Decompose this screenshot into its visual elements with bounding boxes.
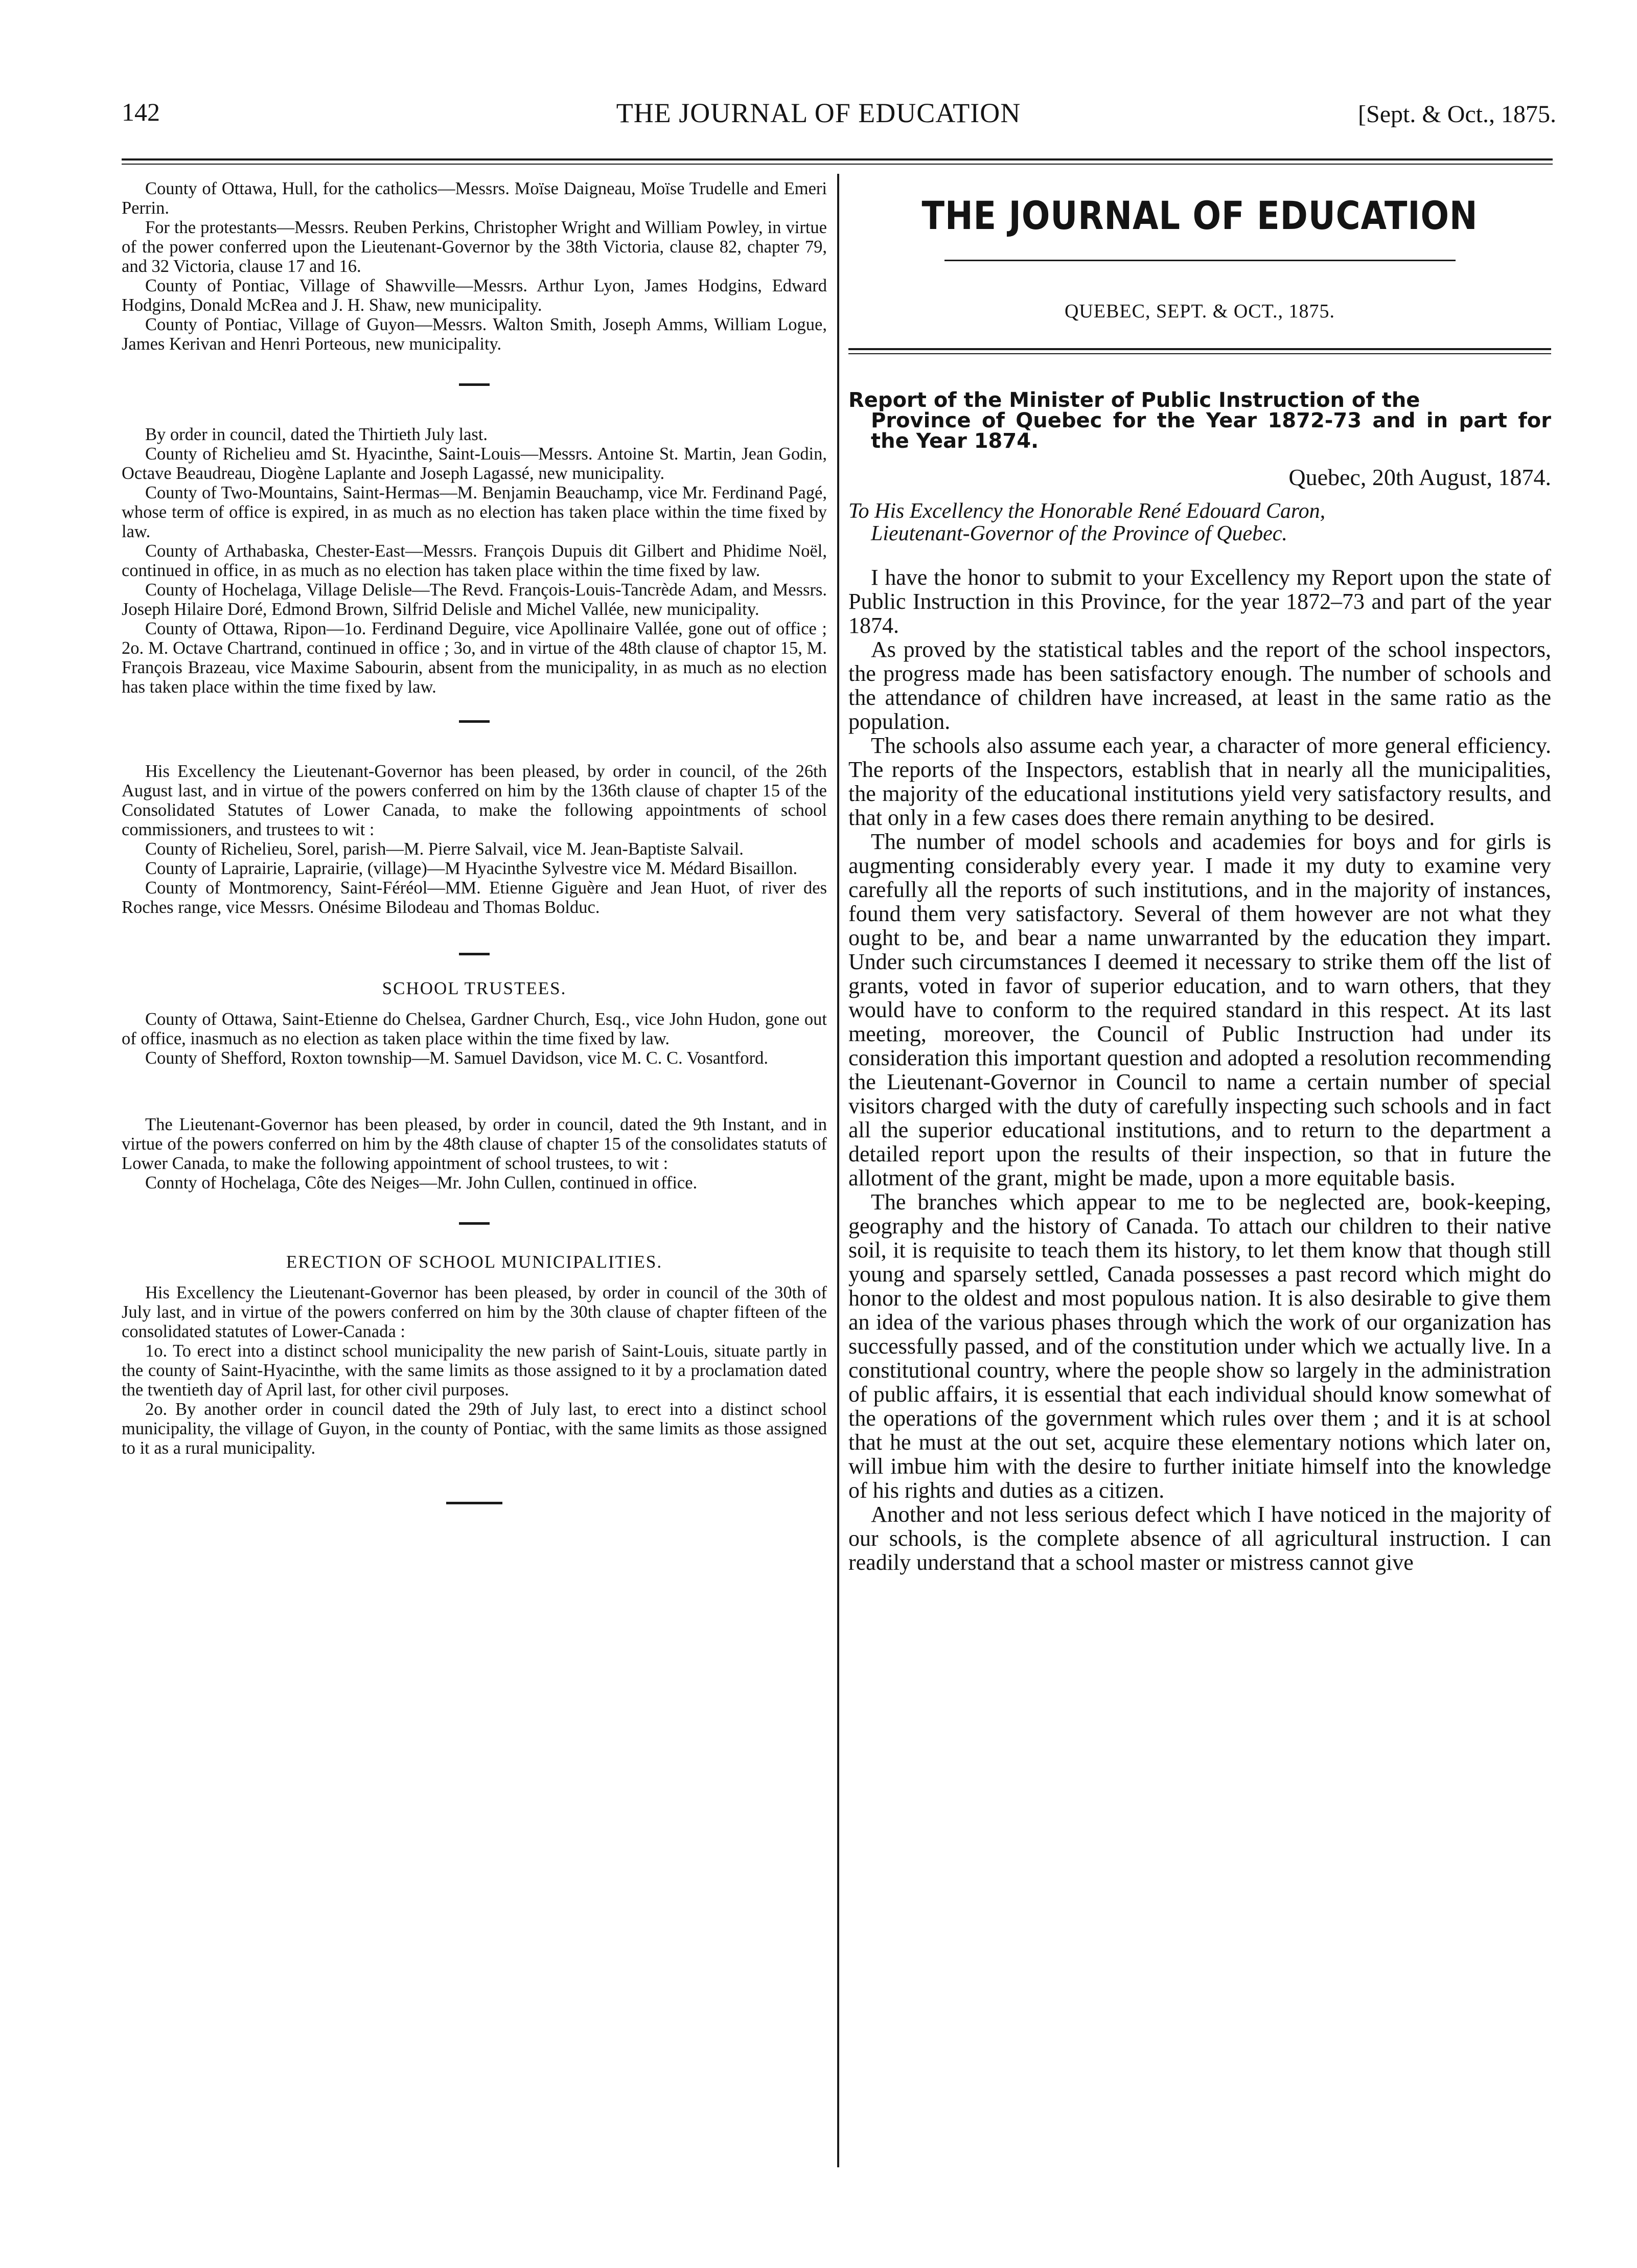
paragraph: County of Ottawa, Ripon—1o. Ferdinand Deguire, vice Apollinaire Vallée, gone out of office ; 2o. M. Octave Chartrand, continued in office ; 3o, and in virtue of the 48th clause of chaptor 15, M. François Brazeau, vice Maxime Sabourin, absent from the municipality, in as much as no election has taken place within the time fixed by law. xyxy=(122,619,827,697)
paragraph: 1o. To erect into a distinct school municipality the new parish of Saint-Louis, situate partly in the county of Saint-Hyacinthe, with the same limits as those assigned to it by a proclamation dated the twentieth day of April last, for other civil purposes. xyxy=(122,1341,827,1400)
paragraph: County of Richelieu, Sorel, parish—M. Pierre Salvail, vice M. Jean-Baptiste Salvail. xyxy=(145,839,744,859)
paragraph: County of Richelieu amd St. Hyacinthe, Saint-Louis—Messrs. Antoine St. Martin, Jean Godin, Octave Beaudreau, Diogène Laplante and Joseph Lagassé, new municipality. xyxy=(122,444,827,483)
masthead: THE JOURNAL OF EDUCATION xyxy=(921,193,1478,238)
dateline: QUEBEC, SEPT. & OCT., 1875. xyxy=(1064,301,1335,322)
appointments-block-3 xyxy=(122,762,827,917)
school-trustees-heading: SCHOOL TRUSTEES. xyxy=(382,978,567,998)
paragraph: The Lieutenant-Governor has been pleased, by order in council, dated the 9th Instant, and in virtue of the powers conferred on him by the 48th clause of chapter 15 of the consolidates statuts of Lower Canada, to make the following appointment of school trustees, to wit : xyxy=(122,1115,827,1173)
erection-heading: ERECTION OF SCHOOL MUNICIPALITIES. xyxy=(286,1252,663,1272)
addressee xyxy=(848,500,1551,545)
paragraph: County of Two-Mountains, Saint-Hermas—M. Benjamin Beauchamp, vice Mr. Ferdinand Pagé, whose term of office is expired, in as much as no election has taken place within the time fixed by law. xyxy=(122,483,827,541)
place-date: Quebec, 20th August, 1874. xyxy=(1288,464,1551,490)
section-divider xyxy=(459,1222,490,1225)
paragraph: County of Ottawa, Saint-Etienne do Chelsea, Gardner Church, Esq., vice John Hudon, gone out of office, inasmuch as no election as taken place within the time fixed by law. xyxy=(122,1010,827,1048)
header-rule-top xyxy=(122,158,1553,161)
addressee-line-1: To His Excellency the Honorable René Edouard Caron, xyxy=(848,499,1326,523)
report-title-continuation: Province of Quebec for the Year 1872-73 and in part for the Year 1874. xyxy=(871,409,1551,453)
appointments-block-2 xyxy=(122,425,827,697)
report-body xyxy=(848,565,1551,1574)
section-divider xyxy=(459,953,490,955)
paragraph: County of Montmorency, Saint-Féréol—MM. Etienne Giguère and Jean Huot, of river des Roches range, vice Messrs. Onésime Bilodeau and Thomas Bolduc. xyxy=(122,878,827,917)
section-divider xyxy=(459,720,490,723)
report-title xyxy=(848,390,1551,451)
left-column xyxy=(122,179,827,1525)
paragraph: His Excellency the Lieutenant-Governor has been pleased, by order in council of the 30th of July last, and in virtue of the powers conferred on him by the 30th clause of chapter fifteen of the consolidated statutes of Lower-Canada : xyxy=(122,1283,827,1341)
addressee-line-2: Lieutenant-Governor of the Province of Quebec. xyxy=(871,522,1287,545)
paragraph: His Excellency the Lieutenant-Governor has been pleased, by order in council, of the 26th August last, and in virtue of the powers conferred on him by the 136th clause of chapter 15 of the Consolidated Statutes of Lower Canada, to make the following appointments of school commissioners, and trustees to wit : xyxy=(122,762,827,839)
paragraph: County of Pontiac, Village of Guyon—Messrs. Walton Smith, Joseph Amms, William Logue, James Kerivan and Henri Porteous, new municipality. xyxy=(122,315,827,354)
masthead-rule xyxy=(944,260,1456,261)
paragraph: The number of model schools and academies for boys and for girls is augmenting considerably every year. I made it my duty to examine very carefully all the reports of such institutions, and in the majority of instances, found them very satisfactory. Several of them however are not what they ought to be, and bear a name unwarranted by the education they impart. Under such circumstances I deemed it necessary to strike them off the list of grants, voted in favor of superior education, and to warn others, that they would have to conform to the required standard in this respect. At its last meeting, moreover, the Council of Public Instruction had under its consideration this important question and adopted a resolution recommending the Lieutenant-Governor in Council to name a certain number of special visitors charged with the duty of carefully inspecting such schools and in fact all the superior educational institutions, and to return to the department a detailed report upon the results of their inspection, so that in future the allotment of the grant, might be made, upon a more equitable basis. xyxy=(848,829,1551,1190)
paragraph: For the protestants—Messrs. Reuben Perkins, Christopher Wright and William Powley, in virtue of the power conferred upon the Lieutenant-Governor by the 38th Victoria, clause 82, chapter 79, and 32 Victoria, clause 17 and 16. xyxy=(122,218,827,276)
issue-date: [Sept. & Oct., 1875. xyxy=(1358,101,1556,128)
section-gap xyxy=(122,1068,827,1115)
paragraph: I have the honor to submit to your Excellency my Report upon the state of Public Instruction in this Province, for the year 1872–73 and part of the year 1874. xyxy=(848,565,1551,638)
paragraph: County of Laprairie, Laprairie, (village)—M Hyacinthe Sylvestre vice M. Médard Bisaillon. xyxy=(145,859,798,878)
appointments-block-1 xyxy=(122,179,827,354)
paragraph: County of Arthabaska, Chester-East—Messrs. François Dupuis dit Gilbert and Phidime Noël, continued in office, in as much as no election has taken place within the time fixed by law. xyxy=(122,541,827,580)
section-divider xyxy=(459,383,490,386)
dateline-rule-top xyxy=(848,348,1551,350)
section-divider xyxy=(446,1502,502,1504)
running-title: THE JOURNAL OF EDUCATION xyxy=(616,98,1021,128)
header-rule-bottom xyxy=(122,164,1553,165)
paragraph: Another and not less serious defect which I have noticed in the majority of our schools, is the complete absence of all agricultural instruction. I can readily understand that a school master or mistress cannot give xyxy=(848,1502,1551,1575)
paragraph: County of Hochelaga, Village Delisle—The Revd. François-Louis-Tancrède Adam, and Messrs. Joseph Hilaire Doré, Edmond Brown, Silfrid Delisle and Michel Vallée, new municipality. xyxy=(122,580,827,619)
erection-block xyxy=(122,1283,827,1458)
page-number: 142 xyxy=(122,98,160,126)
column-divider xyxy=(837,174,839,2167)
dateline-rule-bottom xyxy=(848,353,1551,354)
paragraph: As proved by the statistical tables and the report of the school inspectors, the progress made has been satisfactory enough. The number of schools and the attendance of children have increased, at least in the same ratio as the population. xyxy=(848,637,1551,734)
paragraph: The branches which appear to me to be neglected are, book-keeping, geography and the history of Canada. To attach our children to their native soil, it is requisite to teach them its history, to let them know that though still young and sparsely settled, Canada possesses a past record which might do honor to the oldest and most populous nation. It is also desirable to give them an idea of the various phases through which the work of our organization has successfully passed, and of the constitution under which we actually live. In a constitutional country, where the people show so largely in the administration of public affairs, it is essential that each individual should know somewhat of the operations of the government which rules over them ; and it is at school that he must at the out set, acquire these elementary notions which later on, will imbue him with the desire to further initiate himself into the knowledge of his rights and duties as a citizen. xyxy=(848,1189,1551,1503)
paragraph: Connty of Hochelaga, Côte des Neiges—Mr. John Cullen, continued in office. xyxy=(145,1173,698,1193)
right-column xyxy=(848,179,1551,1574)
paragraph: County of Ottawa, Hull, for the catholics—Messrs. Moïse Daigneau, Moïse Trudelle and Emeri Perrin. xyxy=(122,179,827,218)
paragraph: The schools also assume each year, a character of more general efficiency. The reports of the Inspectors, establish that in nearly all the municipalities, the majority of the educational institutions yield very satisfactory results, and that only in a few cases does there remain anything to be desired. xyxy=(848,733,1551,830)
paragraph: County of Pontiac, Village of Shawville—Messrs. Arthur Lyon, James Hodgins, Edward Hodgins, Donald McRea and J. H. Shaw, new municipality. xyxy=(122,276,827,315)
paragraph: County of Shefford, Roxton township—M. Samuel Davidson, vice M. C. C. Vosantford. xyxy=(145,1048,768,1068)
paragraph: By order in council, dated the Thirtieth July last. xyxy=(145,425,488,444)
trustee-appointment-block xyxy=(122,1115,827,1193)
school-trustees-block xyxy=(122,1010,827,1068)
report-title-line-1: Report of the Minister of Public Instruction of the xyxy=(848,388,1420,412)
paragraph: 2o. By another order in council dated the 29th of July last, to erect into a distinct school municipality, the village of Guyon, in the county of Pontiac, with the same limits as those assigned to it as a rural municipality. xyxy=(122,1400,827,1458)
